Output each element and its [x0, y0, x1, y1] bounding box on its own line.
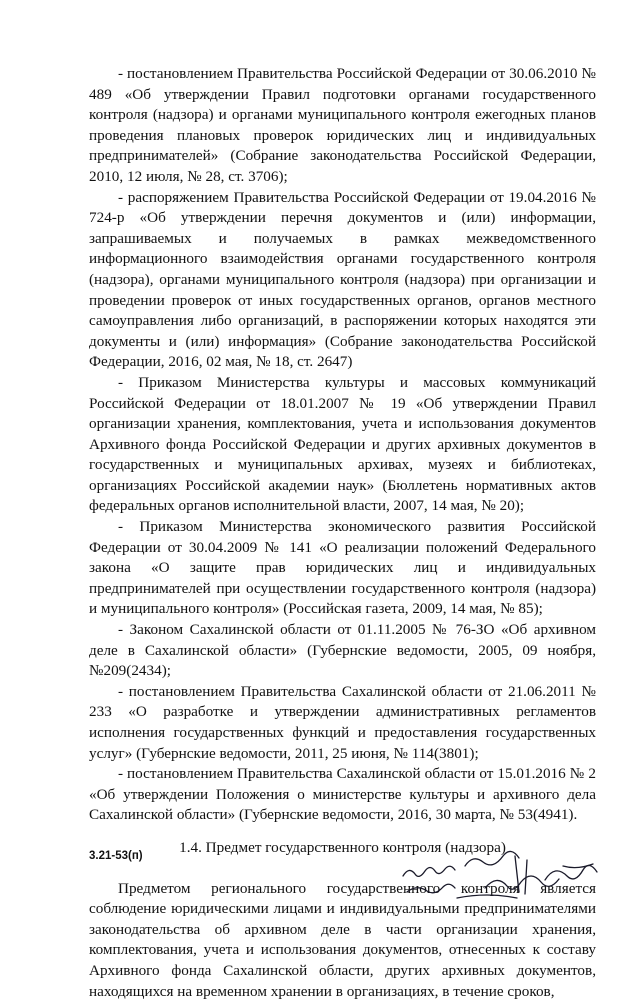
- handwritten-signature-stamp: [395, 836, 625, 902]
- list-item-7: - постановлением Правительства Сахалинской области от 15.01.2016 № 2 «Об утверждении Положения о министерстве культуры и архивного дела Сахалинской области» (Губернские ведомости, 2016, 30 марта, № 53(4941).: [89, 765, 596, 824]
- list-item-3: - Приказом Министерства культуры и массовых коммуникаций Российской Федерации от 18.01.2007 № 19 «Об утверждении Правил организации хранения, комплектования, учета и использования документов Архивного фонда Российской Федерации и других архивных документов в государственных и муниципальных архивах, музеях и библиотеках, организациях Российской академии наук» (Бюллетень нормативных актов федеральных органов исполнительной власти, 2007, 14 мая, № 20);: [89, 373, 596, 515]
- list-item-2: - распоряжением Правительства Российской Федерации от 19.04.2016 № 724-р «Об утверждении перечня документов и (или) информации, запрашиваемых и получаемых в рамках межведомственного информационного взаимодействия органами государственного контроля (надзора), органами муниципального контроля (надзора) при организации и проведении проверок от иных государственных органов, органов местного самоуправления либо организаций, в распоряжении которых находятся эти документы и (или) информация» (Собрание законодательства Российской Федерации, 2016, 02 мая, № 18, ст. 2647): [89, 188, 596, 371]
- list-item-5: - Законом Сахалинской области от 01.11.2005 № 76-ЗО «Об архивном деле в Сахалинской области» (Губернские ведомости, 2005, 09 ноября, №209(2434);: [89, 621, 596, 680]
- section-body: Предметом регионального государственного контроля является соблюдение юридическими лицами и индивидуальными предпринимателями законодательства об архивном деле в части организации хранения, комплектования, учета и использования документов, отнесенных к составу Архивного фонда Сахалинской области, других архивных документов, находящихся на временном хранении в организациях, в течение сроков,: [89, 879, 596, 1000]
- list-item-6: - постановлением Правительства Сахалинской области от 21.06.2011 № 233 «О разработке и утверждении административных регламентов исполнения государственных функций и предоставления государственных услуг» (Губернские ведомости, 2011, 25 июня, № 114(3801);: [89, 682, 596, 762]
- list-item-1: - постановлением Правительства Российской Федерации от 30.06.2010 № 489 «Об утверждении Правил подготовки органами государственного контроля (надзора) и органами муниципального контроля ежегодных планов проведения плановых проверок юридических лиц и индивидуальных предпринимателей» (Собрание законодательства Российской Федерации, 2010, 12 июля, № 28, ст. 3706);: [89, 65, 596, 185]
- section-heading: 1.4. Предмет государственного контроля (надзора): [179, 838, 506, 856]
- list-item-4: - Приказом Министерства экономического развития Российской Федерации от 30.04.2009 № 141 «О реализации положений Федерального закона «О защите прав юридических лиц и индивидуальных предпринимателей при осуществлении государственного контроля (надзора) и муниципального контроля» (Российская газета, 2009, 14 мая, № 85);: [89, 518, 596, 618]
- document-code: 3.21-53(п): [89, 850, 143, 862]
